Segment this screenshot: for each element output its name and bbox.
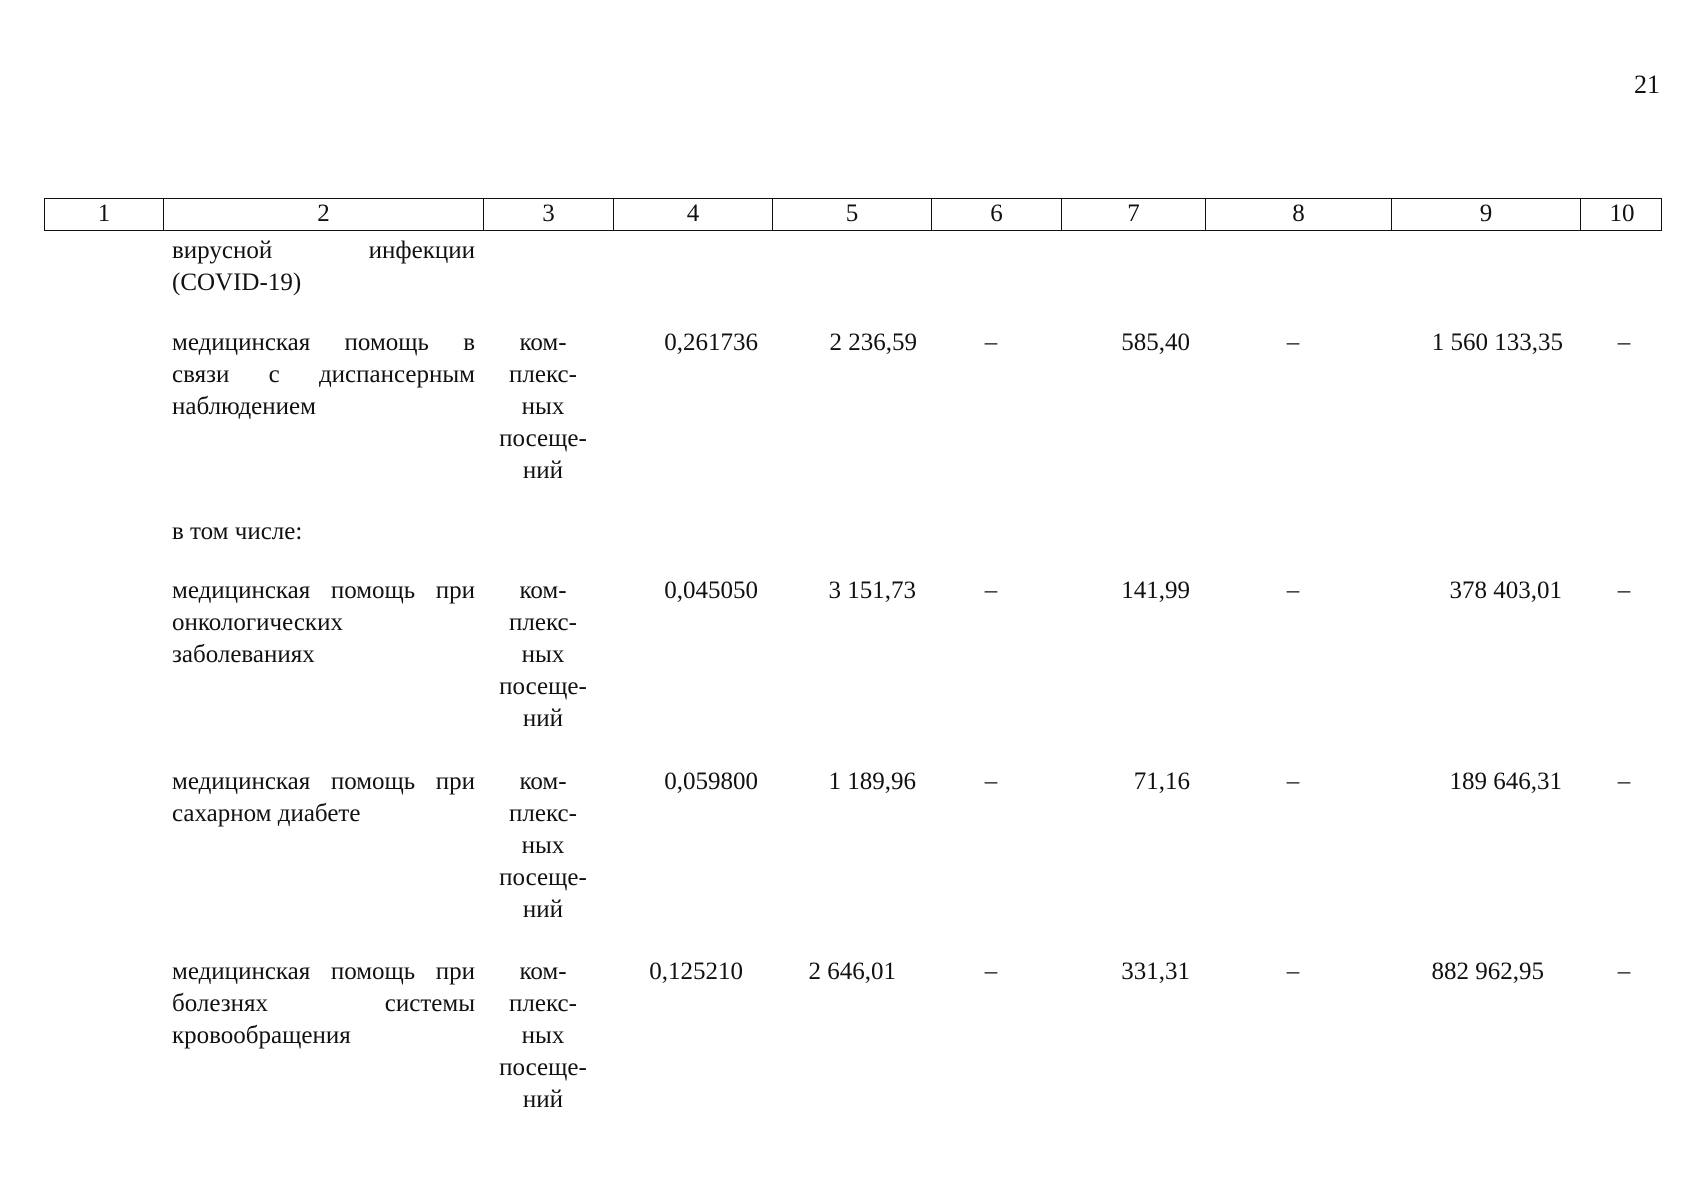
row-col-5: 3 151,73 <box>828 577 916 604</box>
row-col-10: – <box>1617 577 1631 604</box>
header-col-8: 8 <box>1205 199 1391 230</box>
header-col-3: 3 <box>483 199 613 230</box>
row-col-9: 189 646,31 <box>1449 768 1562 795</box>
row-col-5: 2 236,59 <box>829 329 917 356</box>
header-col-4: 4 <box>613 199 772 230</box>
row-col-9: 882 962,95 <box>1431 958 1544 985</box>
row-col-7: 585,40 <box>1121 329 1190 356</box>
row-col-10: – <box>1617 958 1631 985</box>
row-col-4: 0,059800 <box>664 768 758 795</box>
row-col-9: 1 560 133,35 <box>1431 329 1563 356</box>
row-col-4: 0,045050 <box>664 577 758 604</box>
row-col-9: 378 403,01 <box>1449 577 1562 604</box>
header-col-9: 9 <box>1391 199 1580 230</box>
header-col-7: 7 <box>1061 199 1205 230</box>
row-unit: ком- плекс- ных посеще- ний <box>499 577 587 732</box>
row-name: медицинская помощь при онкологических заболеваниях <box>172 577 475 668</box>
row-col-6: – <box>984 577 998 604</box>
row-col-6: – <box>984 768 998 795</box>
row-name: медицинская помощь при сахарном диабете <box>172 768 475 827</box>
row-unit: ком- плекс- ных посеще- ний <box>499 958 587 1113</box>
row-col-10: – <box>1617 768 1631 795</box>
row-col-10: – <box>1617 329 1631 356</box>
header-col-1: 1 <box>97 200 111 227</box>
row-col-6: – <box>984 958 998 985</box>
row-col-5: 1 189,96 <box>828 768 916 795</box>
row-col-4: 0,125210 <box>649 958 743 985</box>
row-name: медицинская помощь при болезнях системы кровообращения <box>172 958 475 1049</box>
header-col-2: 2 <box>163 199 483 230</box>
row-col-7: 71,16 <box>1133 768 1190 795</box>
row-col-4: 0,261736 <box>664 329 758 356</box>
including-label: в том числе: <box>172 518 303 545</box>
row-unit: ком- плекс- ных посеще- ний <box>499 768 587 923</box>
row-col-8: – <box>1286 768 1300 795</box>
row-col-8: – <box>1286 958 1300 985</box>
intro-fragment: вирусной инфекции (COVID-19) <box>172 237 475 296</box>
row-col-8: – <box>1286 577 1300 604</box>
row-unit: ком- плекс- ных посеще- ний <box>499 329 587 484</box>
page-number: 21 <box>1634 70 1660 99</box>
row-name: медицинская помощь в связи с диспансерным наблюдением <box>172 329 475 420</box>
row-col-8: – <box>1286 329 1300 356</box>
header-col-10: 10 <box>1580 199 1663 230</box>
row-col-7: 141,99 <box>1121 577 1190 604</box>
header-col-6: 6 <box>931 199 1061 230</box>
row-col-5: 2 646,01 <box>808 958 896 985</box>
header-col-5: 5 <box>772 199 931 230</box>
table-header-row <box>44 198 1662 231</box>
row-col-6: – <box>984 329 998 356</box>
row-col-7: 331,31 <box>1121 958 1190 985</box>
